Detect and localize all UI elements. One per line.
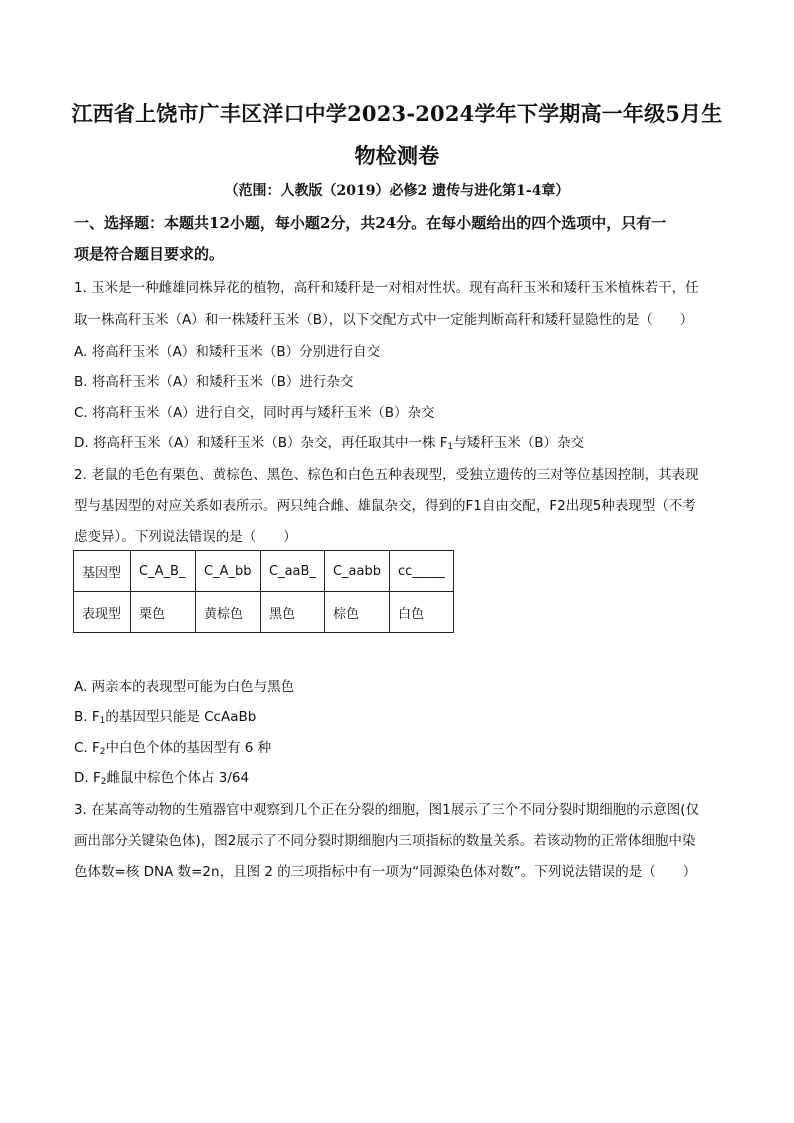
q2-option-c-text-pre: C. F — [74, 740, 100, 756]
table-cell: C_A_bb — [196, 551, 261, 592]
table-cell: 黑色 — [261, 592, 325, 633]
exam-title-line2: 物检测卷 — [354, 143, 440, 168]
genotype-phenotype-table — [73, 550, 454, 633]
table-cell: cc_____ — [389, 551, 453, 592]
q1-option-d-subscript: 1 — [447, 442, 454, 452]
q1-stem-line2: 取一株高秆玉米（A）和一株矮秆玉米（B），以下交配方式中一定能判断高秆和矮秆显隐性的是（ ） — [74, 312, 694, 328]
q2-option-c — [74, 736, 728, 757]
q2-option-b — [74, 705, 728, 726]
q2-stem-line1: 2. 老鼠的毛色有栗色、黄棕色、黑色、棕色和白色五种表现型，受独立遗传的三对等位基因控制，其表现 — [74, 467, 699, 483]
q1-option-d-text-post: 与矮秆玉米（B）杂交 — [453, 435, 585, 451]
table-row — [74, 551, 454, 592]
table-cell: C_A_B_ — [131, 551, 196, 592]
table-cell: 表现型 — [74, 592, 131, 633]
table-cell: 黄棕色 — [196, 592, 261, 633]
q3-stem-line3: 色体数=核 DNA 数=2n，且图 2 的三项指标中有一项为“同源染色体对数”。下列说法错误的是（ ） — [74, 864, 697, 880]
q1-option-d — [74, 431, 728, 452]
q2-option-b-text-post: 的基因型只能是 CcAaBb — [105, 709, 257, 725]
q3-stem-line2: 画出部分关键染色体)，图2展示了不同分裂时期细胞内三项指标的数量关系。若该动物的正常体细胞中染 — [74, 833, 696, 849]
q2-option-c-subscript: 2 — [99, 747, 106, 757]
q3-stem-line1: 3. 在某高等动物的生殖器官中观察到几个正在分裂的细胞，图1展示了三个不同分裂时期细胞的示意图(仅 — [74, 802, 700, 818]
exam-title-line1: 江西省上饶市广丰区洋口中学2023-2024学年下学期高一年级5月生 — [71, 101, 723, 126]
q2-option-d-text-post: 雌鼠中棕色个体占 3/64 — [106, 770, 250, 786]
q2-option-d-subscript: 2 — [100, 777, 107, 787]
table-cell: C_aabb — [324, 551, 389, 592]
table-cell: 棕色 — [324, 592, 389, 633]
table-row — [74, 592, 454, 633]
q1-option-c: C. 将高秆玉米（A）进行自交，同时再与矮秆玉米（B）杂交 — [74, 405, 435, 421]
q1-option-d-text-pre: D. 将高秆玉米（A）和矮秆玉米（B）杂交，再任取其中一株 F — [74, 435, 448, 451]
q1-option-a: A. 将高秆玉米（A）和矮秆玉米（B）分别进行自交 — [74, 344, 381, 360]
section-heading-line1: 一、选择题：本题共12小题，每小题2分，共24分。在每小题给出的四个选项中，只有一 — [74, 214, 667, 232]
q2-option-d — [74, 766, 728, 787]
q1-stem-line1: 1. 玉米是一种雌雄同株异花的植物，高秆和矮秆是一对相对性状。现有高秆玉米和矮秆玉米植株若干，任 — [74, 280, 699, 296]
section-heading-line2: 项是符合题目要求的。 — [74, 245, 225, 263]
q2-option-d-text-pre: D. F — [74, 770, 101, 786]
q2-option-c-text-post: 中白色个体的基因型有 6 种 — [105, 740, 272, 756]
q2-stem-line3: 虑变异）。下列说法错误的是（ ） — [74, 529, 297, 545]
table-cell: 基因型 — [74, 551, 131, 592]
q2-stem-line2: 型与基因型的对应关系如表所示。两只纯合雌、雄鼠杂交，得到的F1自由交配，F2出现5种表现型（不考 — [74, 498, 696, 514]
exam-scope: （范围：人教版（2019）必修2 遗传与进化第1-4章） — [224, 183, 570, 199]
table-cell: 栗色 — [131, 592, 196, 633]
q2-option-a: A. 两亲本的表现型可能为白色与黑色 — [74, 679, 295, 695]
table-cell: 白色 — [389, 592, 453, 633]
table-cell: C_aaB_ — [261, 551, 325, 592]
q2-option-b-text-pre: B. F — [74, 709, 100, 725]
q1-option-b: B. 将高秆玉米（A）和矮秆玉米（B）进行杂交 — [74, 374, 354, 390]
q2-option-b-subscript: 1 — [99, 716, 106, 726]
